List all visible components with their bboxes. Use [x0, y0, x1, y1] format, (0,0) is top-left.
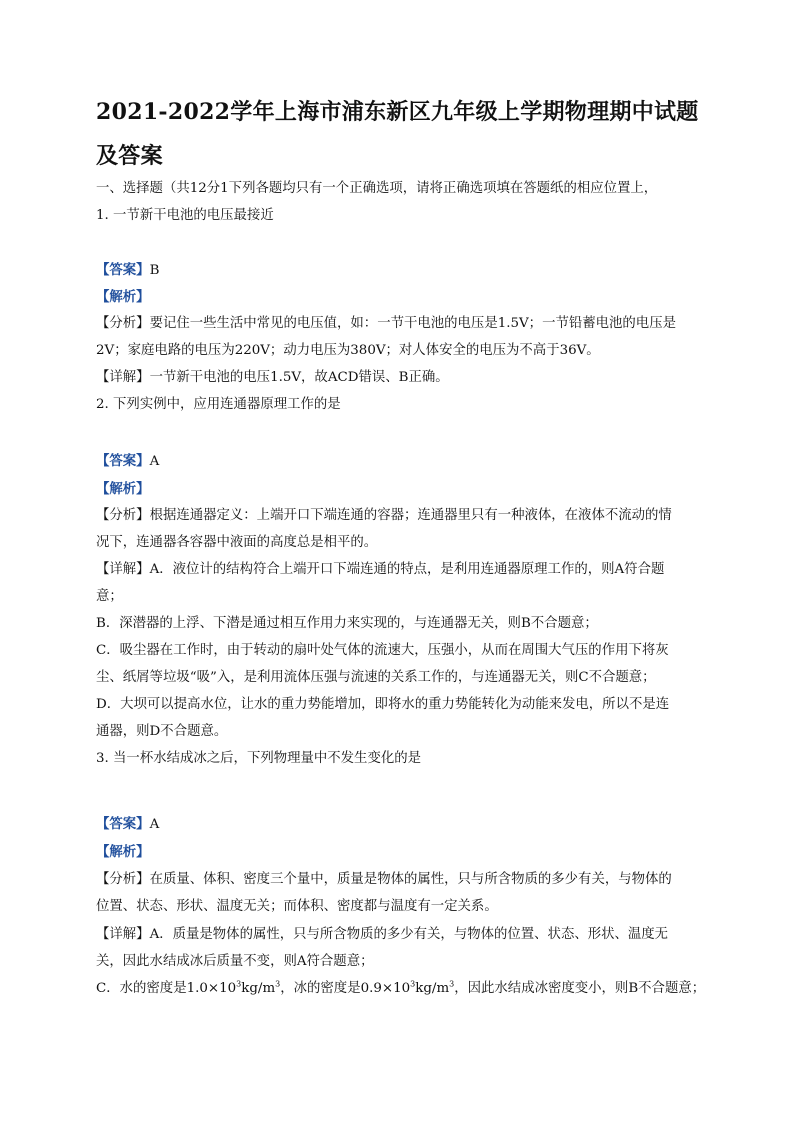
q2-line-c1: C．吸尘器在工作时，由于转动的扇叶处气体的流速大，压强小，从而在周围大气压的作用下将灰 [96, 643, 669, 658]
q3-detail-line-1: 【详解】A．质量是物体的属性，只与所含物质的多少有关，与物体的位置、状态、形状、温度无 [96, 927, 669, 942]
answer-label: 【答案】 [96, 262, 150, 278]
q1-fenxi-line-1: 【分析】要记住一些生活中常见的电压值，如：一节干电池的电压是1.5V；一节铅蓄电池的电压是 [96, 316, 676, 331]
q3-analysis-label: 【解析】 [96, 844, 150, 860]
q1-answer [96, 261, 706, 280]
q2-line-c2: 尘、纸屑等垃圾“吸”入，是利用流体压强与流速的关系工作的，与连通器无关，则C不合题意； [96, 670, 656, 685]
q2-line-b: B．深潜器的上浮、下潜是通过相互作用力来实现的，与连通器无关，则B不合题意； [96, 616, 598, 631]
q2-detail-line-1: 【详解】A．液位计的结构符合上端开口下端连通的特点，是利用连通器原理工作的，则A符合题 [96, 562, 665, 577]
q2-fenxi-line-1: 【分析】根据连通器定义：上端开口下端连通的容器；连通器里只有一种液体，在液体不流动的情 [96, 508, 672, 523]
q2-answer: 【答案】A [96, 453, 160, 469]
q1-detail-line-1: 【详解】一节新干电池的电压1.5V，故ACD错误、B正确。 [96, 370, 449, 385]
q1-answer-value: B [149, 263, 160, 278]
fenxi-label: 【分析】 [96, 316, 150, 331]
q2-line-d1: D．大坝可以提高水位，让水的重力势能增加，即将水的重力势能转化为动能来发电，所以不是连 [96, 697, 670, 712]
q2-stem: 2. 下列实例中，应用连通器原理工作的是 [96, 397, 341, 412]
q2-answer-value: A [149, 454, 160, 469]
q2-fenxi-line-2: 况下，连通器各容器中液面的高度总是相平的。 [96, 535, 378, 550]
q1-stem: 1. 一节新干电池的电压最接近 [96, 208, 274, 223]
q1-analysis-label: 【解析】 [96, 289, 150, 305]
q2-detail-line-2: 意； [96, 589, 123, 604]
q2-line-d2: 通器，则D不合题意。 [96, 724, 228, 739]
document-title: 2021-2022学年上海市浦东新区九年级上学期物理期中试题及答案 [96, 99, 699, 169]
q3-detail-line-2: 关，因此水结成冰后质量不变，则A符合题意； [96, 954, 374, 969]
q3-stem: 3. 当一杯水结成冰之后，下列物理量中不发生变化的是 [96, 751, 422, 766]
detail-label: 【详解】 [96, 370, 150, 385]
q2-analysis-label: 【解析】 [96, 481, 150, 497]
q3-fenxi-line-1: 【分析】在质量、体积、密度三个量中，质量是物体的属性，只与所含物质的多少有关，与物体的 [96, 872, 672, 887]
q3-fenxi-line-2: 位置、状态、形状、温度无关；而体积、密度都与温度有一定关系。 [96, 899, 498, 914]
q3-answer: 【答案】A [96, 816, 160, 832]
section-heading: 一、选择题（共12分1下列各题均只有一个正确选项，请将正确选项填在答题纸的相应位置上， [96, 181, 658, 196]
q3-answer-value: A [149, 817, 160, 832]
q3-line-c: C．水的密度是$1.0\times 10^3kg/m^3$，冰的密度是$0.9\times 10^3kg/m^3$，因此水结成冰密度变小，则B不合题意； [96, 980, 706, 996]
q1-fenxi-line-2: 2V；家庭电路的电压为220V；动力电压为380V；对人体安全的电压为不高于36V。 [96, 343, 600, 358]
